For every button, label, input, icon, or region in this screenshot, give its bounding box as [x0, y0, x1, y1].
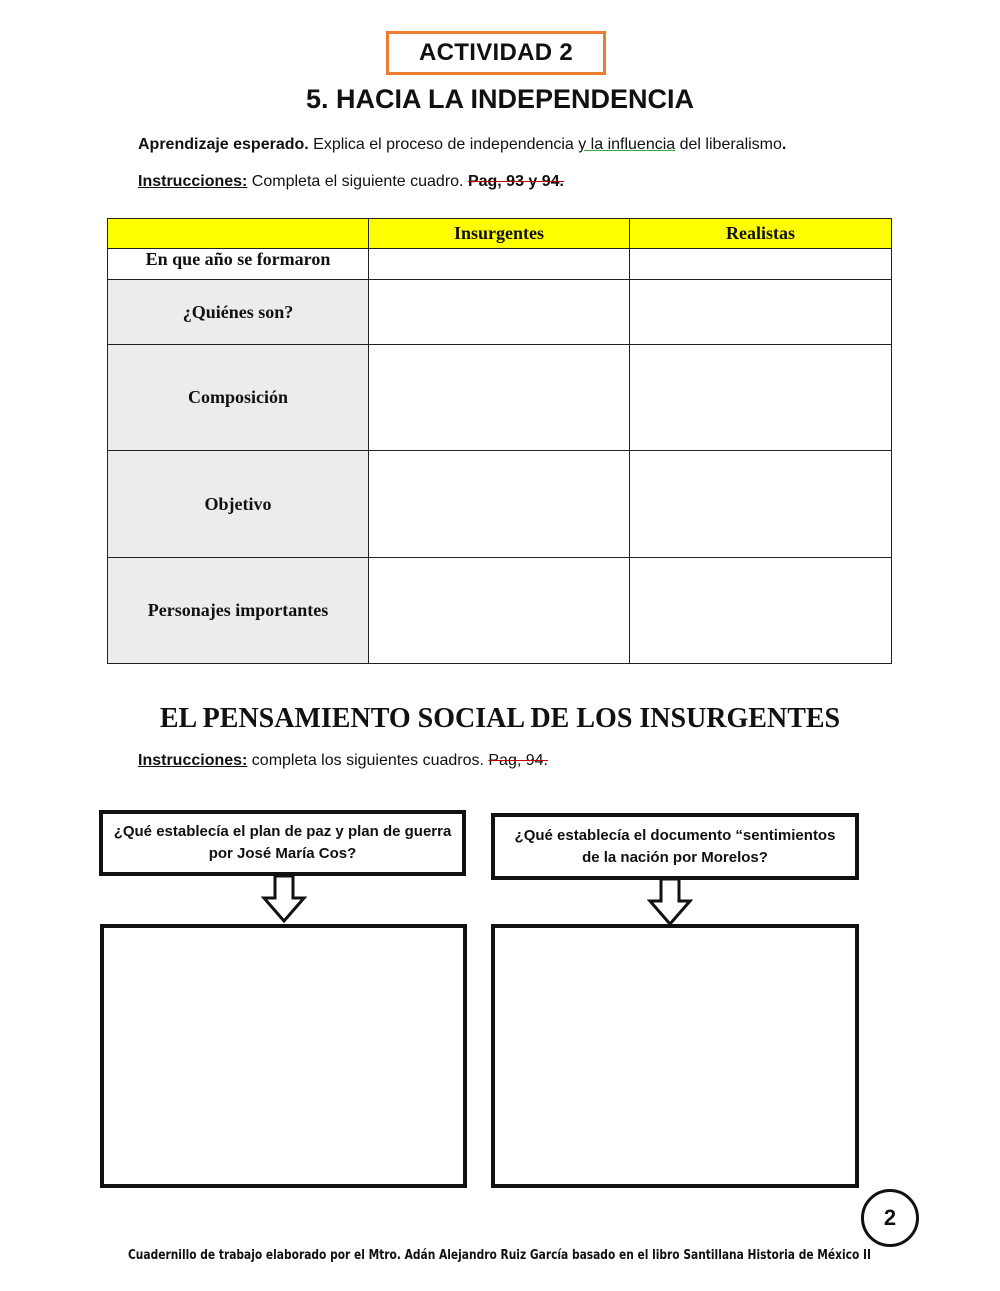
activity-label: ACTIVIDAD 2	[386, 31, 606, 75]
down-arrow-icon	[647, 877, 693, 927]
question-box-morelos: ¿Qué establecía el documento “sentimientos de la nación por Morelos?	[491, 813, 859, 880]
page-title: 5. HACIA LA INDEPENDENCIA	[305, 84, 695, 114]
cell-insurgentes[interactable]	[369, 280, 630, 345]
answer-box-cos[interactable]	[100, 924, 467, 1188]
table-header-row	[108, 219, 892, 249]
learning-objective-text: Explica el proceso de independencia	[308, 136, 579, 153]
row-label: ¿Quiénes son?	[108, 280, 369, 345]
cell-insurgentes[interactable]	[369, 345, 630, 451]
section-instructions-text: completa los siguientes cuadros.	[247, 752, 489, 769]
row-label: En que año se formaron	[108, 249, 369, 280]
page-number: 2	[861, 1189, 919, 1247]
cell-realistas[interactable]	[630, 451, 892, 558]
table-row	[108, 249, 892, 280]
instructions-text: Completa el siguiente cuadro.	[247, 173, 468, 190]
section-instructions-label: Instrucciones:	[138, 752, 248, 769]
section-title: EL PENSAMIENTO SOCIAL DE LOS INSURGENTES	[159, 703, 841, 734]
learning-objective-label: Aprendizaje esperado.	[138, 136, 309, 153]
table-header-insurgentes: Insurgentes	[369, 219, 630, 249]
table-row	[108, 345, 892, 451]
question-box-cos: ¿Qué establecía el plan de paz y plan de guerra por José María Cos?	[99, 810, 466, 876]
learning-objective	[138, 136, 786, 154]
cell-insurgentes[interactable]	[369, 451, 630, 558]
section-instructions-line	[138, 752, 548, 770]
table-header-realistas: Realistas	[630, 219, 892, 249]
table-row	[108, 280, 892, 345]
comparison-table	[107, 218, 892, 664]
cell-realistas[interactable]	[630, 345, 892, 451]
learning-objective-text-end: del liberalismo	[675, 136, 782, 153]
cell-realistas[interactable]	[630, 249, 892, 280]
row-label: Personajes importantes	[108, 558, 369, 664]
table-header-blank	[108, 219, 369, 249]
instructions-label: Instrucciones:	[138, 173, 248, 190]
row-label: Objetivo	[108, 451, 369, 558]
section-instructions-pages: Pag, 94.	[488, 752, 548, 769]
cell-insurgentes[interactable]	[369, 249, 630, 280]
footer-credit: Cuadernillo de trabajo elaborado por el Mtro. Adán Alejandro Ruiz García basado en el libro Santillana Historia de México II	[127, 1248, 871, 1263]
table-row	[108, 558, 892, 664]
learning-objective-period: .	[781, 136, 787, 153]
instructions-line	[138, 173, 564, 191]
table-row	[108, 451, 892, 558]
cell-realistas[interactable]	[630, 558, 892, 664]
instructions-pages: Pag, 93 y 94.	[467, 173, 564, 190]
row-label: Composición	[108, 345, 369, 451]
answer-box-morelos[interactable]	[491, 924, 859, 1188]
learning-objective-text-underlined: y la influencia	[578, 136, 676, 153]
down-arrow-icon	[261, 874, 307, 924]
cell-insurgentes[interactable]	[369, 558, 630, 664]
cell-realistas[interactable]	[630, 280, 892, 345]
